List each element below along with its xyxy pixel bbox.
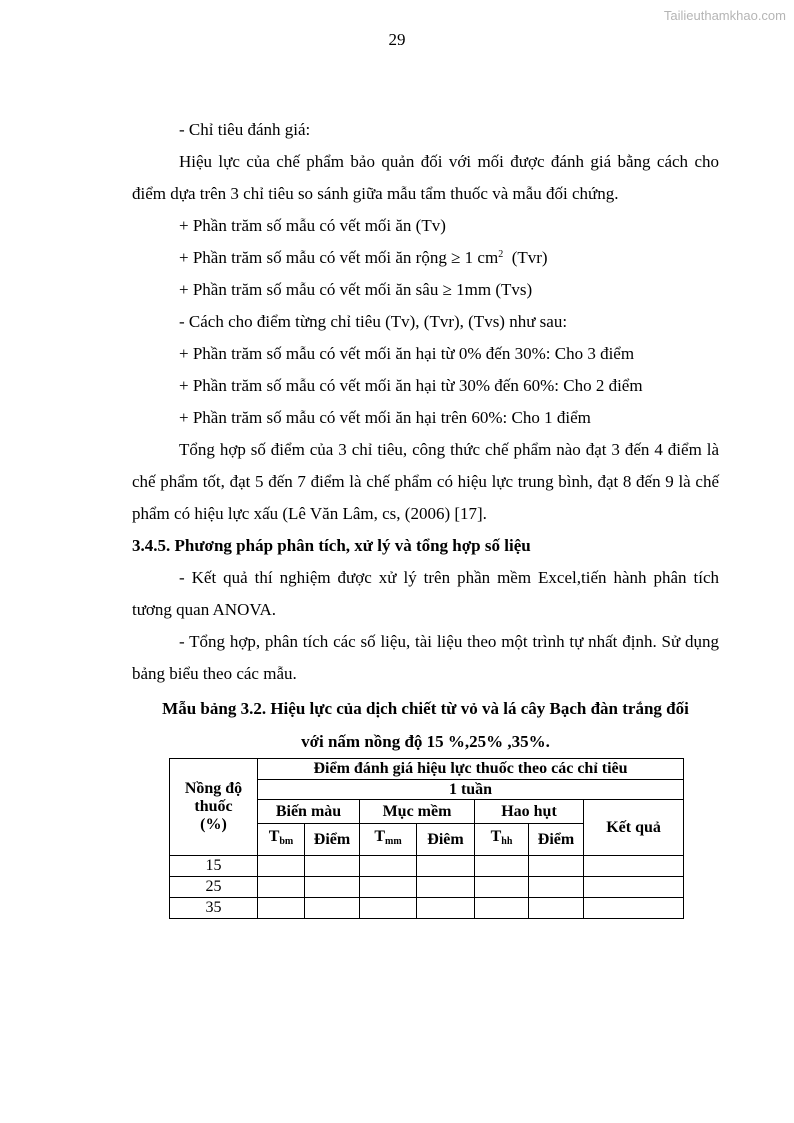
caption-line-2: với nấm nồng độ 15 %,25% ,35%. [301,732,550,751]
paragraph-score-3: + Phần trăm số mẫu có vết mối ăn hại từ 0% đến 30%: Cho 3 điểm [179,344,635,363]
table-row [170,877,684,898]
table-row [170,856,684,877]
row-concentration: 35 [170,898,258,919]
page-number: 29 [388,30,406,49]
t-bm-header: $T_{bm}$ [258,824,305,856]
paragraph-tvs: + Phần trăm số mẫu có vết mối ăn sâu ≥ 1mm (Tvs) [179,280,533,299]
paragraph-criteria-title: - Chỉ tiêu đánh giá: [179,120,311,139]
tvr-text: + Phần trăm số mẫu có vết mối ăn rộng ≥ 1 cm [179,248,499,267]
row-concentration: 25 [170,877,258,898]
paragraph-score-2: + Phần trăm số mẫu có vết mối ăn hại từ 30% đến 60%: Cho 2 điểm [179,376,643,395]
eval-header: Điểm đánh giá hiệu lực thuốc theo các chỉ tiêu [258,759,684,780]
section-heading: 3.4.5. Phương pháp phân tích, xử lý và tổng hợp số liệu [132,536,531,555]
caption-line-1: Mẫu bảng 3.2. Hiệu lực của dịch chiết từ vỏ và lá cây Bạch đàn trắng đối [162,699,689,718]
table-row [170,898,684,919]
paragraph-scoring-title: - Cách cho điểm từng chỉ tiêu (Tv), (Tvr), (Tvs) như sau: [179,312,568,331]
group-mass-loss: Hao hụt [475,800,584,824]
paragraph-excel: - Kết quả thí nghiệm được xử lý trên phần mềm Excel,tiến hành phân tích tương quan ANOVA. [132,568,719,619]
tvr-superscript: 2 [498,249,504,260]
result-header: Kết quả [584,800,684,856]
paragraph-score-1: + Phần trăm số mẫu có vết mối ăn hại trên 60%: Cho 1 điểm [179,408,591,427]
t-hh-header: $T_{hh}$ [475,824,529,856]
score-bm-header: Điểm [305,824,360,856]
paragraph-synthesis: - Tổng hợp, phân tích các số liệu, tài liệu theo một trình tự nhất định. Sử dụng bảng biểu theo các mẫu. [132,632,719,683]
table-caption [132,692,719,758]
paragraph-criteria-desc: Hiệu lực của chế phẩm bảo quản đối với mối được đánh giá bằng cách cho điểm dựa trên 3 chỉ tiêu so sánh giữa mẫu tẩm thuốc và mẫu đối chứng. [132,152,719,203]
score-hh-header: Điểm [529,824,584,856]
tvr-label: (Tvr) [503,248,548,267]
paragraph-summary: Tổng hợp số điểm của 3 chỉ tiêu, công thức chế phẩm nào đạt 3 đến 4 điểm là chế phẩm tốt, đạt 5 đến 7 điểm là chế phẩm có hiệu lực trung bình, đạt 8 đến 9 là chế phẩm có hiệu lực xấu (Lê Văn Lâm, cs, (2006) [17]. [132,440,719,523]
evaluation-table [169,758,684,919]
score-mm-header: Điêm [417,824,475,856]
concentration-header: Nồng độ thuốc (%) [170,759,258,856]
paragraph-tv: + Phần trăm số mẫu có vết mối ăn (Tv) [179,216,446,235]
paragraph-tvr [132,242,719,274]
group-discoloration: Biến màu [258,800,360,824]
watermark: Tailieuthamkhao.com [663,8,786,23]
group-soft-rot: Mục mềm [360,800,475,824]
row-concentration: 15 [170,856,258,877]
document-body [132,114,719,758]
t-mm-header: $T_{mm}$ [360,824,417,856]
week-header: 1 tuần [258,780,684,800]
